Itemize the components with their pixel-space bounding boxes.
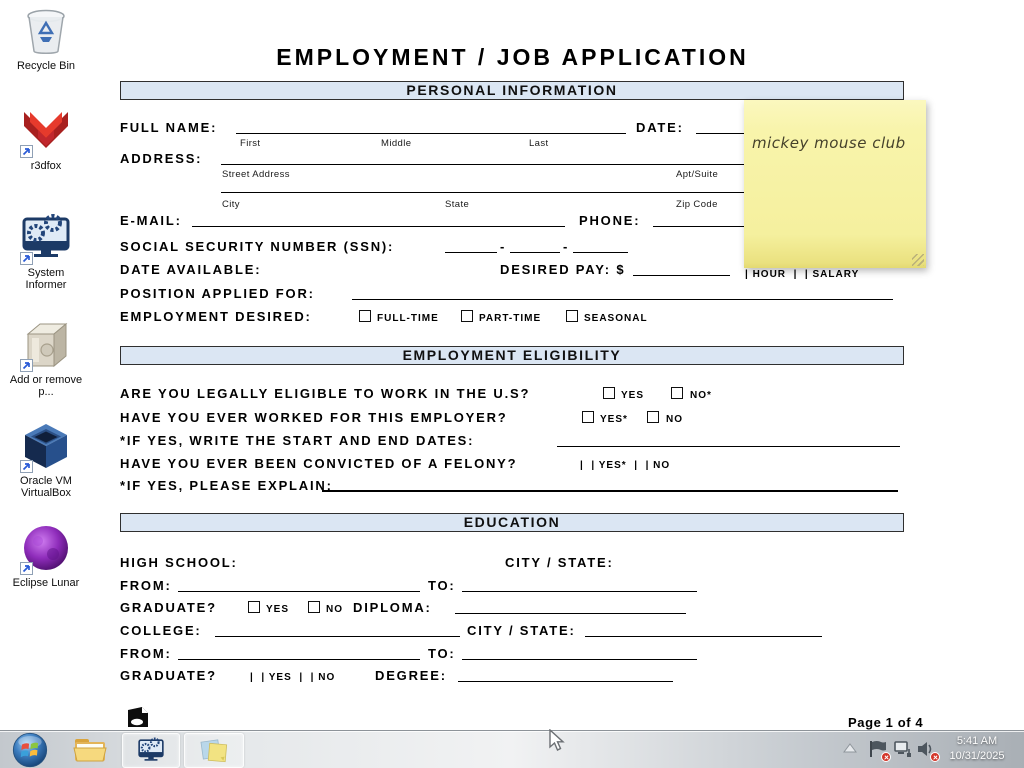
hs-graduate-label: GRADUATE? (120, 600, 217, 615)
first-sublabel: First (240, 138, 261, 149)
seasonal-checkbox[interactable] (566, 310, 578, 322)
ssn-field-line-1 (445, 242, 497, 253)
street-sublabel: Street Address (222, 169, 290, 180)
apt-sublabel: Apt/Suite (676, 169, 719, 180)
taskbar-system-informer-button[interactable] (122, 733, 180, 768)
desktop-icon-label: System Informer (25, 267, 67, 291)
q2-no-label: NO (666, 414, 683, 425)
position-label: POSITION APPLIED FOR: (120, 286, 315, 301)
address-field-line-2 (221, 182, 746, 193)
desktop-icon-label: Add or remove p... (9, 374, 83, 398)
desktop-icon-eclipse[interactable] (6, 523, 86, 589)
q4-label: HAVE YOU EVER BEEN CONVICTED OF A FELONY? (120, 456, 518, 471)
fulltime-checkbox[interactable] (359, 310, 371, 322)
q1-yes-checkbox[interactable] (603, 387, 615, 399)
eclipse-icon (20, 523, 72, 575)
shortcut-arrow-icon (20, 145, 33, 158)
college-from-to-row (120, 645, 905, 661)
tray-clock[interactable] (942, 734, 1012, 764)
q1-no-checkbox[interactable] (671, 387, 683, 399)
start-button[interactable] (10, 732, 50, 768)
eligibility-q1-row (120, 385, 905, 401)
date-label: DATE: (636, 120, 684, 135)
desktop-icon-label: r3dfox (30, 160, 62, 172)
email-label: E-MAIL: (120, 213, 182, 228)
college-row (120, 622, 905, 638)
taskbar-explorer-button[interactable] (72, 735, 108, 765)
q5-field-line (322, 480, 898, 492)
shortcut-arrow-icon (20, 359, 33, 372)
q5-label: *IF YES, PLEASE EXPLAIN: (120, 478, 333, 493)
college-city-state-field-line (585, 626, 822, 637)
desktop-icon-system-informer[interactable] (6, 213, 86, 291)
hs-grad-yes-checkbox[interactable] (248, 601, 260, 613)
page-indicator: Page 1 of 4 (848, 715, 924, 730)
hs-from-field-line (178, 581, 420, 592)
city-sublabel: City (222, 199, 240, 210)
college-from-label: FROM: (120, 646, 172, 661)
tray-volume-icon[interactable] (915, 738, 937, 760)
desktop-icon-label: Eclipse Lunar (12, 577, 80, 589)
middle-sublabel: Middle (381, 138, 412, 149)
date-available-label: DATE AVAILABLE: (120, 262, 262, 277)
taskbar-sticky-notes-button[interactable] (184, 733, 244, 768)
ssn-label: SOCIAL SECURITY NUMBER (SSN): (120, 239, 395, 254)
q2-label: HAVE YOU EVER WORKED FOR THIS EMPLOYER? (120, 410, 508, 425)
parttime-option: PART-TIME (479, 313, 542, 324)
email-field-line (192, 216, 565, 227)
desktop-icon-virtualbox[interactable] (6, 421, 86, 499)
last-sublabel: Last (529, 138, 549, 149)
desktop-icon-recycle-bin[interactable] (6, 6, 86, 72)
q3-field-line (557, 436, 900, 447)
q2-yes-label: YES* (600, 414, 628, 425)
high-school-label: HIGH SCHOOL: (120, 555, 238, 570)
system-informer-icon (20, 213, 72, 265)
recycle-bin-icon (20, 6, 72, 58)
virtualbox-icon (20, 421, 72, 473)
address-label: ADDRESS: (120, 151, 203, 166)
q1-no-label: NO* (690, 390, 712, 401)
sticky-note[interactable] (744, 100, 926, 268)
shortcut-arrow-icon (20, 460, 33, 473)
tray-network-icon[interactable] (892, 738, 914, 760)
college-from-field-line (178, 649, 420, 660)
college-to-label: TO: (428, 646, 456, 661)
document-title: EMPLOYMENT / JOB APPLICATION (276, 44, 749, 70)
q2-yes-checkbox[interactable] (582, 411, 594, 423)
eligibility-q3-row (120, 432, 905, 448)
college-grad-options: | | YES | | NO (250, 672, 336, 683)
q4-options: | | YES* | | NO (580, 460, 671, 471)
college-field-line (215, 626, 460, 637)
section-header-employment-eligibility: EMPLOYMENT ELIGIBILITY (120, 346, 904, 365)
hour-salary-options: | HOUR | | SALARY (745, 269, 860, 280)
q1-yes-label: YES (621, 390, 645, 401)
diploma-field-line (455, 603, 686, 614)
peek-app-icon[interactable] (127, 706, 149, 728)
college-label: COLLEGE: (120, 623, 202, 638)
ssn-field-line-3 (573, 242, 628, 253)
college-to-field-line (462, 649, 697, 660)
college-city-state-label: CITY / STATE: (467, 623, 576, 638)
q1-label: ARE YOU LEGALLY ELIGIBLE TO WORK IN THE U.S? (120, 386, 531, 401)
desktop-icon-add-remove-programs[interactable] (6, 320, 86, 398)
hs-from-to-row (120, 577, 905, 593)
sticky-note-resize-grip[interactable] (912, 254, 924, 266)
hs-from-label: FROM: (120, 578, 172, 593)
parttime-checkbox[interactable] (461, 310, 473, 322)
r3dfox-icon (20, 106, 72, 158)
employment-desired-row (120, 308, 905, 324)
position-field-line (352, 289, 893, 300)
college-graduate-label: GRADUATE? (120, 668, 217, 683)
add-remove-programs-icon (20, 320, 72, 372)
degree-label: DEGREE: (375, 668, 447, 683)
sticky-note-text[interactable]: mickey mouse club (752, 134, 906, 152)
tray-time: 5:41 AM (956, 735, 998, 747)
section-header-education: EDUCATION (120, 513, 904, 532)
hs-graduate-row (120, 599, 905, 615)
desktop-icon-label: Recycle Bin (16, 60, 76, 72)
ssn-dash-1: - (500, 239, 507, 254)
q3-label: *IF YES, WRITE THE START AND END DATES: (120, 433, 475, 448)
desktop-icon-label: Oracle VM VirtualBox (20, 475, 72, 499)
phone-label: PHONE: (579, 213, 641, 228)
eligibility-q5-row (120, 477, 905, 493)
hs-grad-no-checkbox[interactable] (308, 601, 320, 613)
eligibility-q4-row (120, 455, 905, 471)
diploma-label: DIPLOMA: (353, 600, 432, 615)
high-school-row (120, 554, 905, 570)
tray-date: 10/31/2025 (949, 750, 1005, 762)
full-name-label: FULL NAME: (120, 120, 218, 135)
college-graduate-row (120, 667, 905, 683)
hs-to-field-line (462, 581, 697, 592)
tray-show-hidden-icons-chevron[interactable] (843, 743, 857, 753)
desktop-icon-r3dfox[interactable] (6, 106, 86, 172)
tray-volume-muted-badge (930, 752, 940, 762)
zip-sublabel: Zip Code (676, 199, 718, 210)
shortcut-arrow-icon (20, 562, 33, 575)
position-row (120, 285, 905, 301)
hs-to-label: TO: (428, 578, 456, 593)
state-sublabel: State (445, 199, 470, 210)
shortcut-arrow-icon (20, 252, 33, 265)
hs-grad-yes-label: YES (266, 604, 290, 615)
section-header-personal-information: PERSONAL INFORMATION (120, 81, 904, 100)
eligibility-q2-row (120, 409, 905, 425)
taskbar (0, 730, 1024, 768)
tray-flag-error-badge (881, 752, 891, 762)
seasonal-option: SEASONAL (584, 313, 648, 324)
hs-grad-no-label: NO (326, 604, 343, 615)
employment-desired-label: EMPLOYMENT DESIRED: (120, 309, 312, 324)
tray-action-center-flag-icon[interactable] (866, 738, 888, 760)
fulltime-option: FULL-TIME (377, 313, 439, 324)
degree-field-line (458, 671, 673, 682)
desired-pay-label: DESIRED PAY: $ (500, 262, 626, 277)
mouse-cursor (549, 729, 565, 758)
q2-no-checkbox[interactable] (647, 411, 659, 423)
hs-city-state-label: CITY / STATE: (505, 555, 614, 570)
ssn-field-line-2 (510, 242, 560, 253)
ssn-dash-2: - (563, 239, 570, 254)
